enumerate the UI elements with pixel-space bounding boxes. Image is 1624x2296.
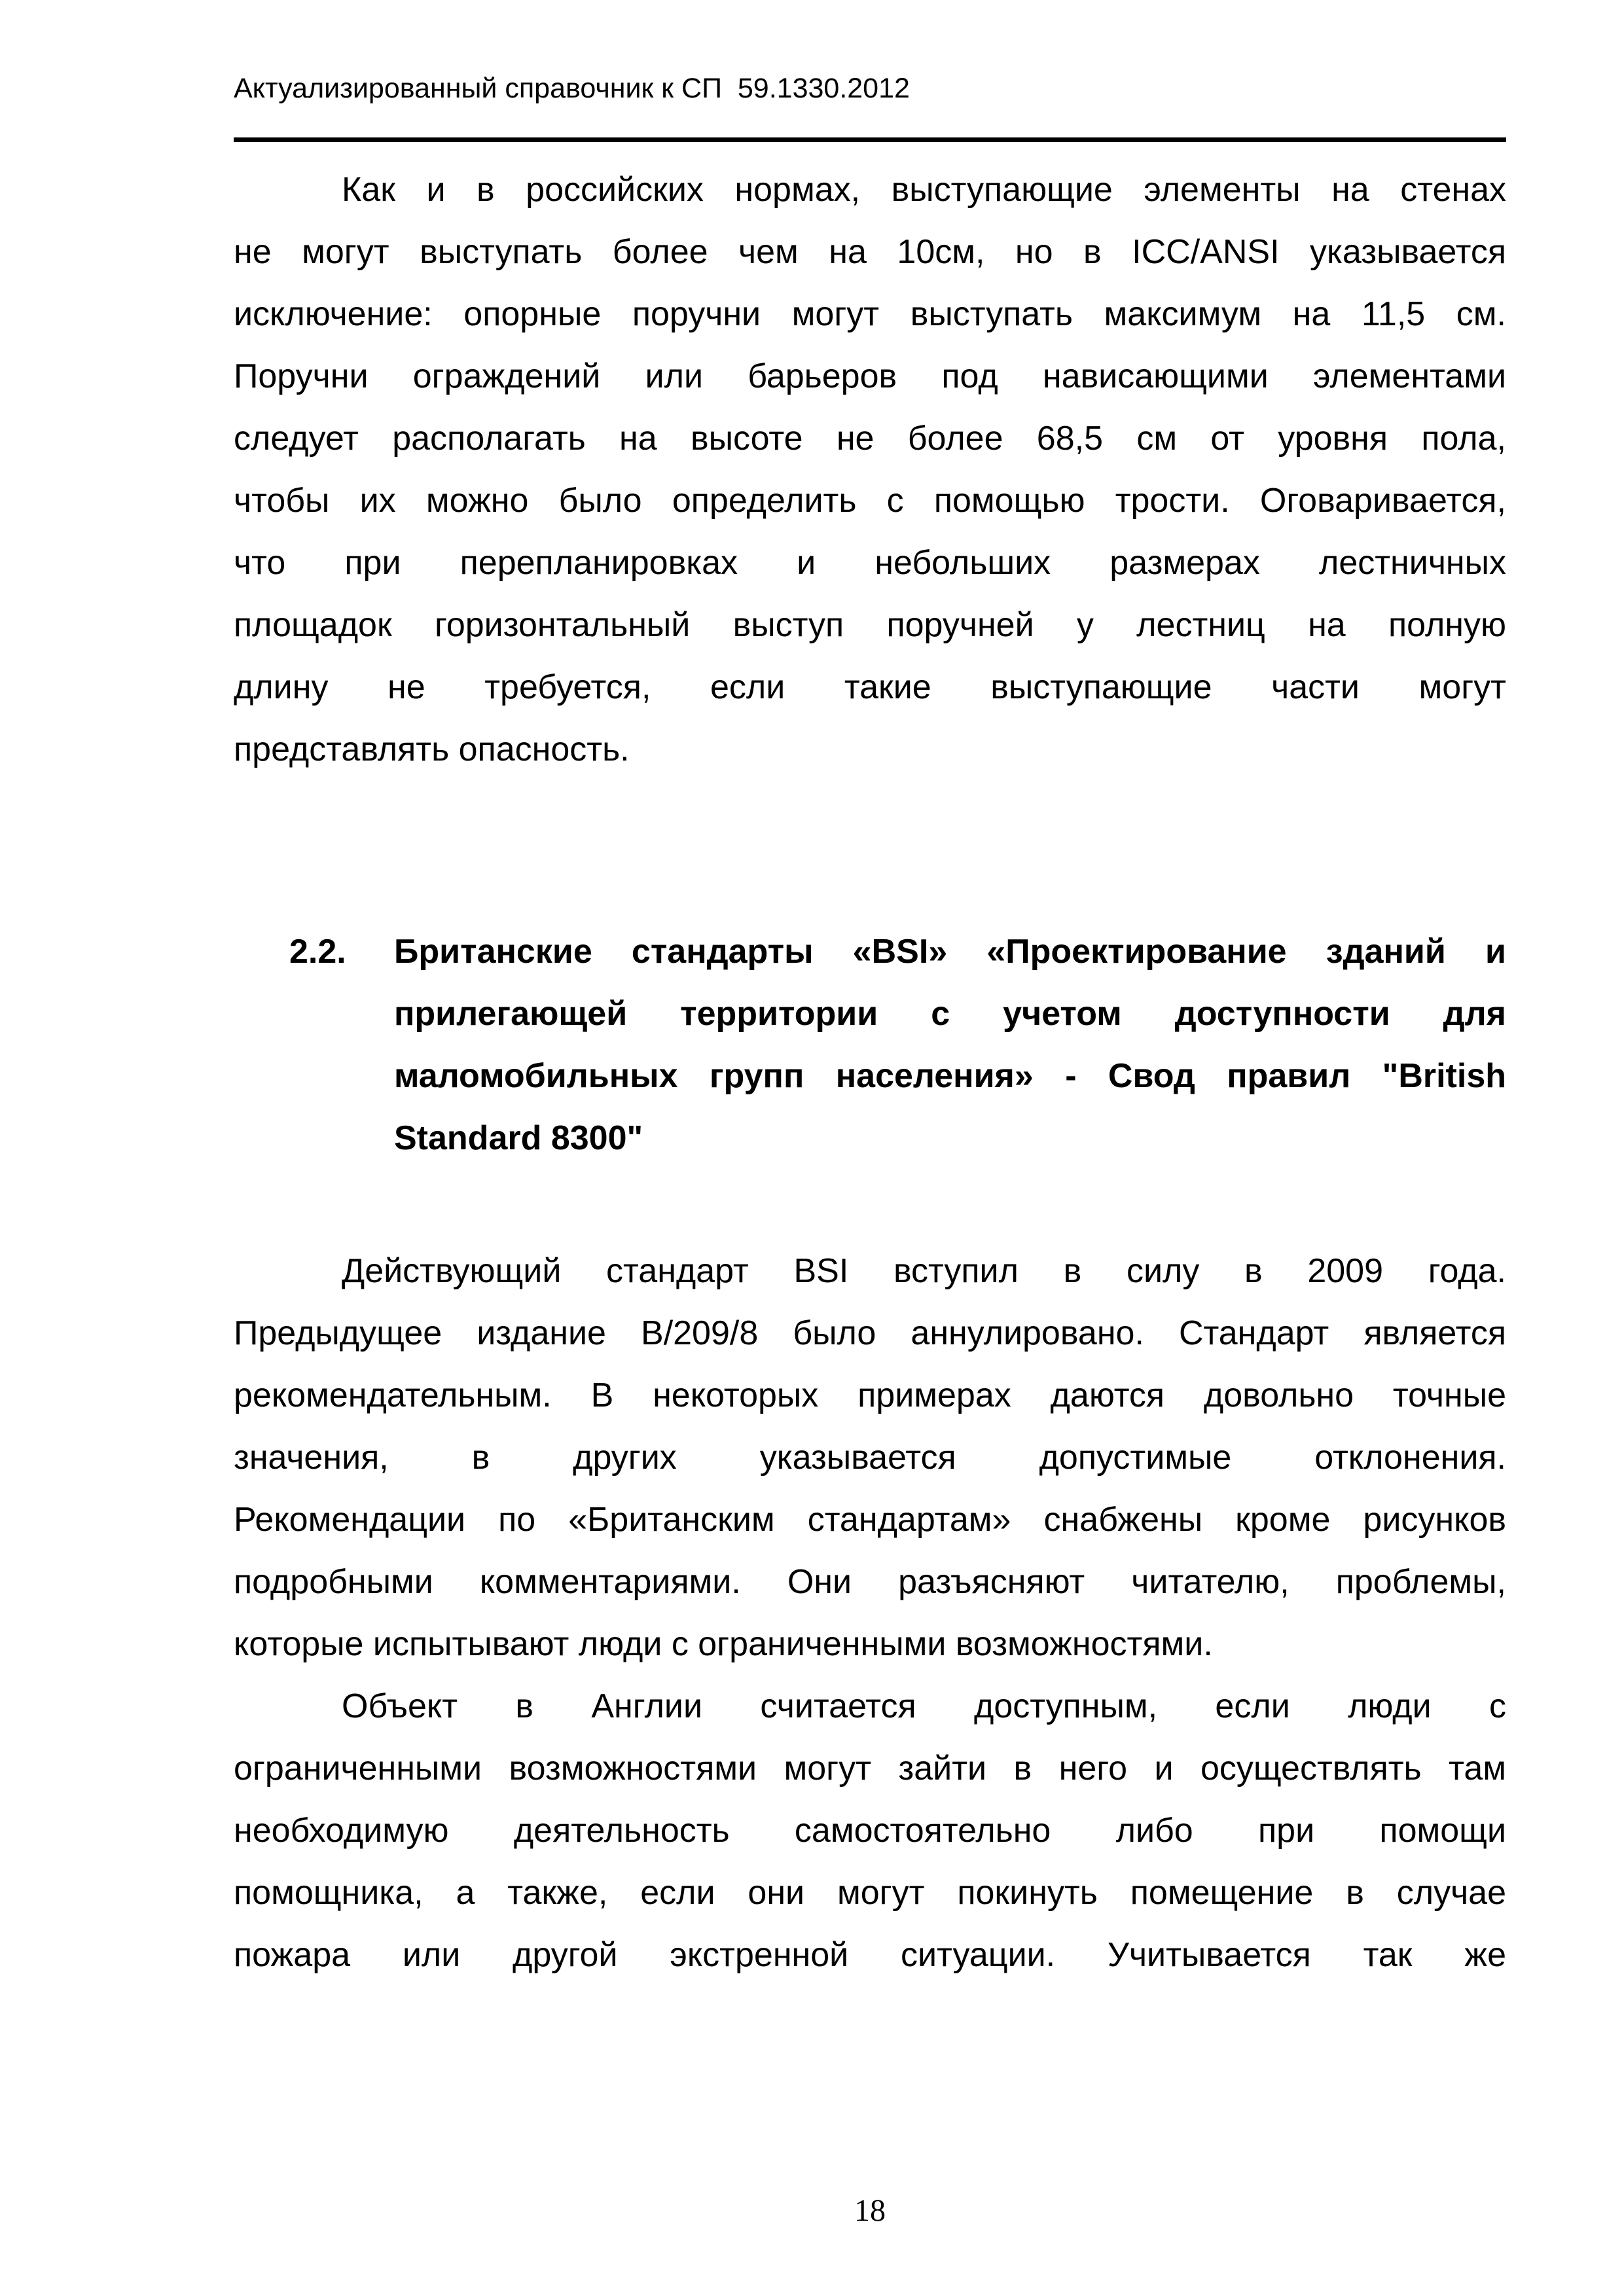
page-content — [234, 0, 1506, 1986]
text-line: исключение: опорные поручни могут выступать максимум на 11,5 см. — [234, 295, 1506, 333]
text-line: Как и в российских нормах, выступающие элементы на стенах — [342, 171, 1506, 209]
text-line: помощника, а также, если они могут покинуть помещение в случае — [234, 1874, 1506, 1912]
text-line: Британские стандарты «BSI» «Проектирование зданий и — [394, 933, 1506, 971]
text-line: подробными комментариями. Они разъясняют читателю, проблемы, — [234, 1563, 1506, 1601]
text-line: значения, в других указывается допустимые отклонения. — [234, 1439, 1506, 1477]
text-line: площадок горизонтальный выступ поручней у лестниц на полную — [234, 606, 1506, 644]
header-rule — [234, 137, 1506, 142]
text-line: чтобы их можно было определить с помощью трости. Оговаривается, — [234, 482, 1506, 520]
text-line: представлять опасность. — [234, 730, 630, 768]
text-line: которые испытывают люди с ограниченными возможностями. — [234, 1625, 1213, 1663]
paragraph-3 — [234, 1676, 1506, 1986]
text-line: маломобильных групп населения» - Свод правил "British — [394, 1057, 1506, 1095]
paragraph-2 — [234, 1240, 1506, 1676]
text-line: рекомендательным. В некоторых примерах даются довольно точные — [234, 1376, 1506, 1414]
text-line: следует располагать на высоте не более 68,5 см от уровня пола, — [234, 420, 1506, 457]
text-line: Поручни ограждений или барьеров под нависающими элементами — [234, 357, 1506, 395]
section-number: 2.2. — [289, 933, 346, 971]
text-line: необходимую деятельность самостоятельно либо при помощи — [234, 1812, 1506, 1850]
section-heading-2-2 — [289, 921, 1506, 1170]
page-number: 18 — [854, 2193, 886, 2228]
text-line: Объект в Англии считается доступным, если люди с — [342, 1687, 1506, 1725]
text-line: не могут выступать более чем на 10см, но в ICC/ANSI указывается — [234, 233, 1506, 271]
document-header-title: Актуализированный справочник к СП 59.1330.2012 — [234, 73, 910, 104]
text-line: длину не требуется, если такие выступающие части могут — [234, 668, 1506, 706]
text-line: что при перепланировках и небольших размерах лестничных — [234, 544, 1506, 582]
text-line: Рекомендации по «Британским стандартам» снабжены кроме рисунков — [234, 1501, 1506, 1539]
section-heading-text — [394, 921, 1506, 1170]
text-line: прилегающей территории с учетом доступности для — [394, 995, 1506, 1033]
text-line: Предыдущее издание В/209/8 было аннулировано. Стандарт является — [234, 1314, 1506, 1352]
text-line: пожара или другой экстренной ситуации. Учитывается так же — [234, 1936, 1506, 1974]
text-line: ограниченными возможностями могут зайти в него и осуществлять там — [234, 1749, 1506, 1787]
paragraph-1 — [234, 159, 1506, 781]
text-line: Standard 8300" — [394, 1119, 643, 1157]
text-line: Действующий стандарт BSI вступил в силу в 2009 года. — [342, 1252, 1506, 1290]
